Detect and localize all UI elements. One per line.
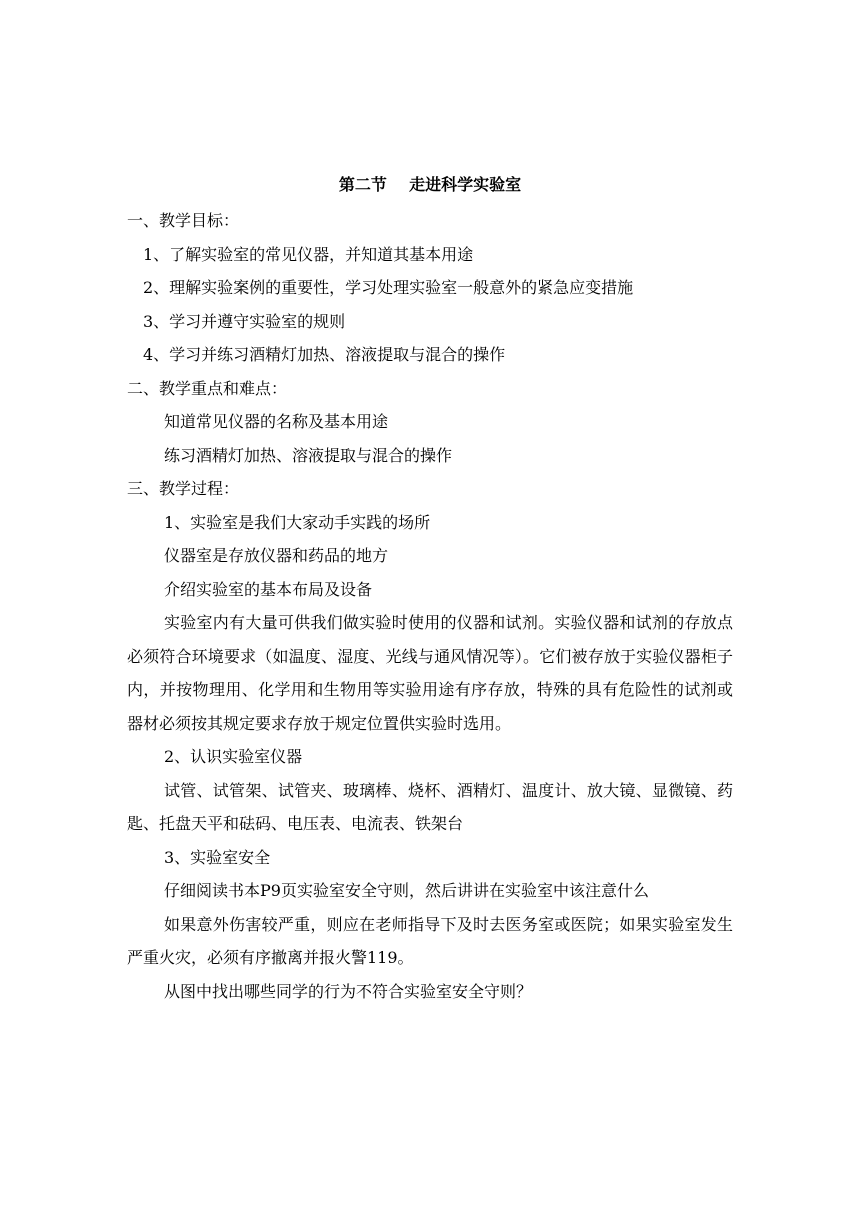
body-paragraph: 如果意外伤害较严重，则应在老师指导下及时去医务室或医院；如果实验室发生严重火灾，必须有序撤离并报火警119。 xyxy=(127,914,733,967)
process-line: 仔细阅读书本P9页实验室安全守则，然后讲讲在实验室中该注意什么 xyxy=(164,881,649,900)
objective-item: 4、学习并练习酒精灯加热、溶液提取与混合的操作 xyxy=(143,345,506,364)
process-line: 1、实验室是我们大家动手实践的场所 xyxy=(164,512,431,532)
process-line: 仪器室是存放仪器和药品的地方 xyxy=(164,546,389,565)
document-body xyxy=(127,204,733,1008)
subsection-heading: 2、认识实验室仪器 xyxy=(164,747,303,766)
body-paragraph: 实验室内有大量可供我们做实验时使用的仪器和试剂。实验仪器和试剂的存放点必须符合环境要求（如温度、湿度、光线与通风情况等）。它们被存放于实验仪器柜子内，并按物理用、化学用和生物用等实验用途有序存放，特殊的具有危险性的试剂或器材必须按其规定要求存放于规定位置供实验时选用。 xyxy=(127,613,733,733)
section-heading: 二、教学重点和难点： xyxy=(127,378,288,398)
process-line: 从图中找出哪些同学的行为不符合实验室安全守则？ xyxy=(164,981,533,1001)
document-title: 第二节 走进科学实验室 xyxy=(338,175,522,194)
section-heading: 三、教学过程： xyxy=(127,479,240,498)
objective-item: 3、学习并遵守实验室的规则 xyxy=(143,311,346,331)
process-line: 介绍实验室的基本布局及设备 xyxy=(164,579,373,599)
objective-item: 1、了解实验室的常见仪器，并知道其基本用途 xyxy=(143,244,474,264)
subsection-heading: 3、实验室安全 xyxy=(164,847,271,867)
body-paragraph: 试管、试管架、试管夹、玻璃棒、烧杯、酒精灯、温度计、放大镜、显微镜、药匙、托盘天平和砝码、电压表、电流表、铁架台 xyxy=(127,780,733,833)
keypoint-item: 知道常见仪器的名称及基本用途 xyxy=(164,412,389,431)
objective-item: 2、理解实验案例的重要性，学习处理实验室一般意外的紧急应变措施 xyxy=(143,278,634,297)
section-heading: 一、教学目标： xyxy=(127,211,240,230)
keypoint-item: 练习酒精灯加热、溶液提取与混合的操作 xyxy=(164,445,453,465)
